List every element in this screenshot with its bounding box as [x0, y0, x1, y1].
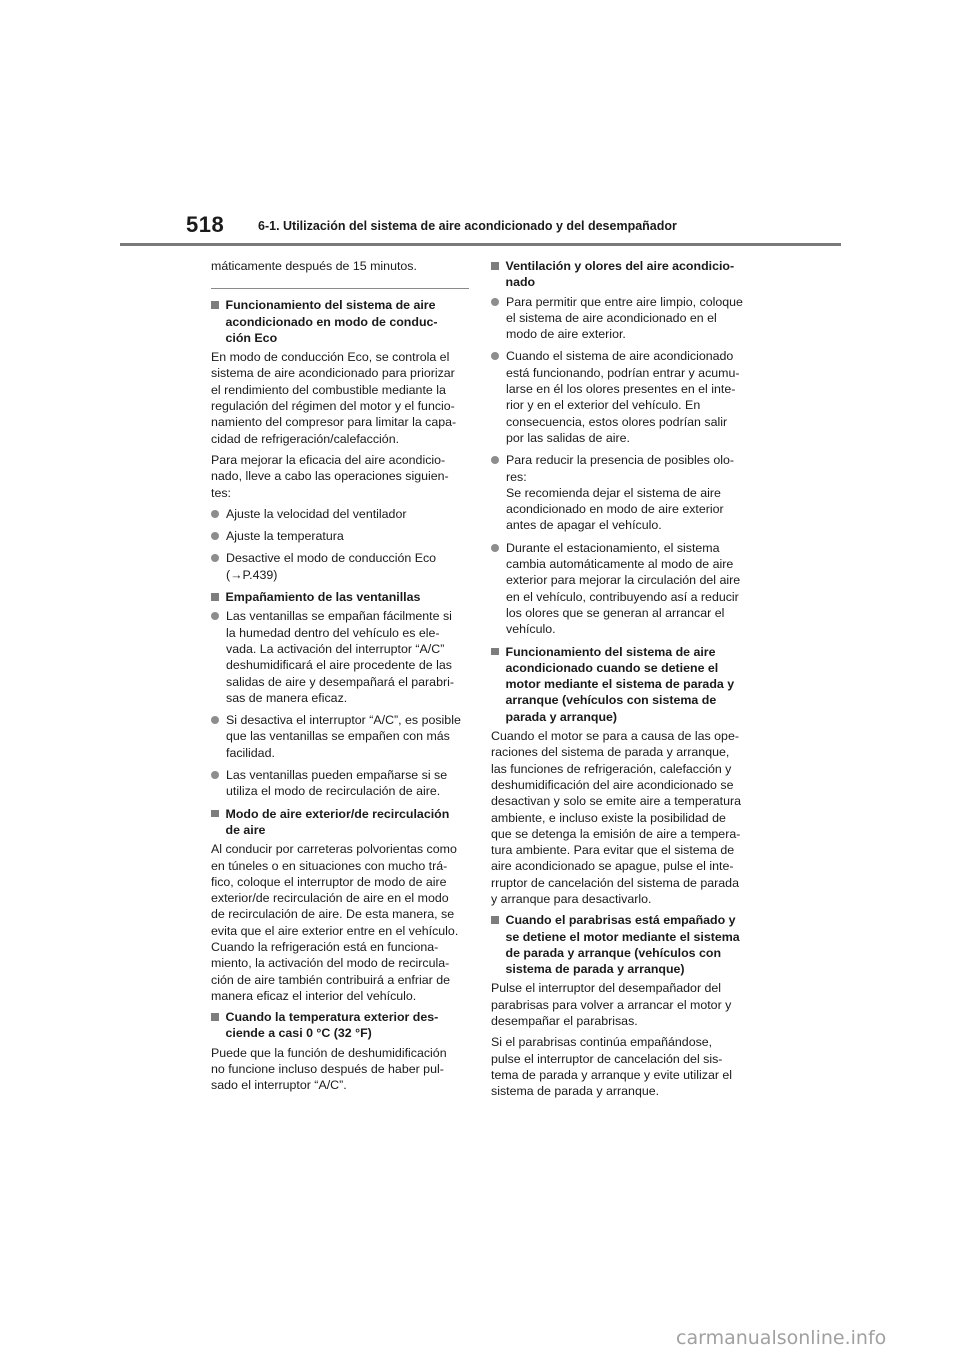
- eco-heading-label: Funcionamiento del sistema de aire acondicionado en modo de conduc- ción Eco: [225, 298, 438, 345]
- list-item-text: Las ventanillas pueden empañarse si se utiliza el modo de recirculación de aire.: [226, 768, 448, 799]
- list-item-text: Las ventanillas se empañan fácilmente si la humedad dentro del vehículo es ele- vada. La activación del interruptor “A/C” deshumidificará el aire procedente de las salidas de aire y desempañará el parabri- sas de manera eficaz.: [226, 609, 454, 705]
- square-bullet-icon: [211, 301, 219, 309]
- windshield-text-1: Pulse el interruptor del desempañador del parabrisas para volver a arrancar el motor y desempañar el parabrisas.: [491, 981, 732, 1029]
- mode-text: Al conducir por carreteras polvorientas como en túneles o en situaciones con mucho trá- fico, coloque el interruptor de modo de aire exterior/de recirculación de aire en el modo de recirculación de aire. De esta manera, se evita que el aire exterior entre en el vehículo. Cuando la refrigeración está en funciona- miento, la activación del modo de recircula- ción de aire también contribuirá a enfriar de manera eficaz el interior del vehículo.: [211, 842, 459, 1003]
- stop-heading: [491, 644, 749, 725]
- list-item: [211, 712, 469, 761]
- list-item: [491, 452, 749, 533]
- fog-heading-label: Empañamiento de las ventanillas: [225, 590, 421, 605]
- section-divider: [211, 288, 469, 289]
- list-item-text: Para permitir que entre aire limpio, coloque el sistema de aire acondicionado en el modo de aire exterior.: [506, 294, 743, 342]
- stop-heading-label: Funcionamiento del sistema de aire acondicionado cuando se detiene el motor mediante el sistema de parada y arranque (vehículos con sistema de parada y arranque): [505, 644, 735, 724]
- vent-heading-label: Ventilación y olores del aire acondicio- nado: [505, 259, 735, 290]
- windshield-heading: [491, 912, 749, 977]
- round-bullet-icon: [491, 456, 499, 464]
- temp-text: Puede que la función de deshumidificación no funcione incluso después de haber pul- sado el interruptor “A/C”.: [211, 1045, 447, 1093]
- round-bullet-icon: [211, 612, 219, 620]
- fog-heading: [211, 589, 469, 605]
- list-item: [491, 540, 749, 638]
- list-item-text: Durante el estacionamiento, el sistema cambia automáticamente al modo de aire exterior para mejorar la circulación del aire en el vehículo, contribuyendo así a reducir los olores que se generan al arrancar el vehículo.: [506, 540, 741, 637]
- vent-heading: [491, 258, 749, 291]
- list-item-text: Para reducir la presencia de posibles olo- res: Se recomienda dejar el sistema de aire acondicionado en modo de aire exterior antes de apagar el vehículo.: [506, 453, 734, 533]
- square-bullet-icon: [211, 593, 219, 601]
- list-item: [491, 348, 749, 446]
- windshield-heading-label: Cuando el parabrisas está empañado y se detiene el motor mediante el sistema de parada y arranque (vehículos con sistema de parada y arranque): [505, 913, 740, 977]
- page-number: 518: [186, 212, 225, 237]
- temp-heading: [211, 1009, 469, 1042]
- round-bullet-icon: [491, 298, 499, 306]
- list-item: [211, 608, 469, 706]
- mode-heading: [211, 806, 469, 839]
- windshield-text-2: Si el parabrisas continúa empañándose, pulse el interruptor de cancelación del sis- tema de parada y arranque y evite utilizar el sistema de parada y arranque.: [491, 1035, 733, 1099]
- round-bullet-icon: [211, 510, 219, 518]
- list-item: [211, 767, 469, 800]
- square-bullet-icon: [491, 262, 499, 270]
- round-bullet-icon: [211, 554, 219, 562]
- eco-text-1: En modo de conducción Eco, se controla el sistema de aire acondicionado para priorizar el rendimiento del combustible mediante la regulación del régimen del motor y el funcio- namiento del compresor para limitar la capa- cidad de refrigeración/calefacción.: [211, 350, 457, 446]
- round-bullet-icon: [211, 771, 219, 779]
- left-column: [211, 258, 469, 1099]
- section-title: 6-1. Utilización del sistema de aire acondicionado y del desempañador: [258, 219, 677, 233]
- round-bullet-icon: [211, 532, 219, 540]
- round-bullet-icon: [491, 352, 499, 360]
- round-bullet-icon: [491, 544, 499, 552]
- eco-heading: [211, 297, 469, 346]
- square-bullet-icon: [491, 916, 499, 924]
- watermark: carmanualsonline.info: [676, 1327, 887, 1349]
- intro-text: máticamente después de 15 minutos.: [211, 259, 417, 273]
- list-item-text: Ajuste la velocidad del ventilador: [226, 506, 407, 521]
- stop-text: Cuando el motor se para a causa de las ope- raciones del sistema de parada y arranque, las funciones de refrigeración, calefacción y deshumidificación del aire acondicionado se desactivan y solo se emite aire a temperatura ambiente, e incluso existe la posibilidad de que se detenga la emisión de aire a tempera- tura ambiente. Para evitar que el sistema de aire acondicionado se apague, pulse el inte- rruptor de cancelación del sistema de parada y arranque para desactivarlo.: [491, 729, 742, 906]
- list-item-text: Desactive el modo de conducción Eco (→P.439): [226, 551, 437, 582]
- square-bullet-icon: [491, 648, 499, 656]
- list-item: [211, 550, 469, 583]
- list-item: [211, 506, 469, 522]
- list-item-text: Cuando el sistema de aire acondicionado está funcionando, podrían entrar y acumu- larse en él los olores presentes en el inte- rior y en el exterior del vehículo. En consecuencia, estos olores podrían salir por las salidas de aire.: [506, 349, 740, 445]
- list-item-text: Ajuste la temperatura: [226, 529, 344, 544]
- round-bullet-icon: [211, 716, 219, 724]
- square-bullet-icon: [211, 810, 219, 818]
- square-bullet-icon: [211, 1013, 219, 1021]
- right-column: [491, 258, 749, 1105]
- eco-text-2: Para mejorar la eficacia del aire acondicio- nado, lleve a cabo las operaciones siguien- tes:: [211, 452, 449, 500]
- temp-heading-label: Cuando la temperatura exterior des- ciende a casi 0 °C (32 °F): [225, 1010, 439, 1041]
- list-item: [491, 294, 749, 343]
- mode-heading-label: Modo de aire exterior/de recirculación de aire: [225, 806, 450, 837]
- list-item-text: Si desactiva el interruptor “A/C”, es posible que las ventanillas se empañen con más facilidad.: [226, 713, 461, 760]
- header-rule: [120, 243, 841, 246]
- list-item: [211, 528, 469, 544]
